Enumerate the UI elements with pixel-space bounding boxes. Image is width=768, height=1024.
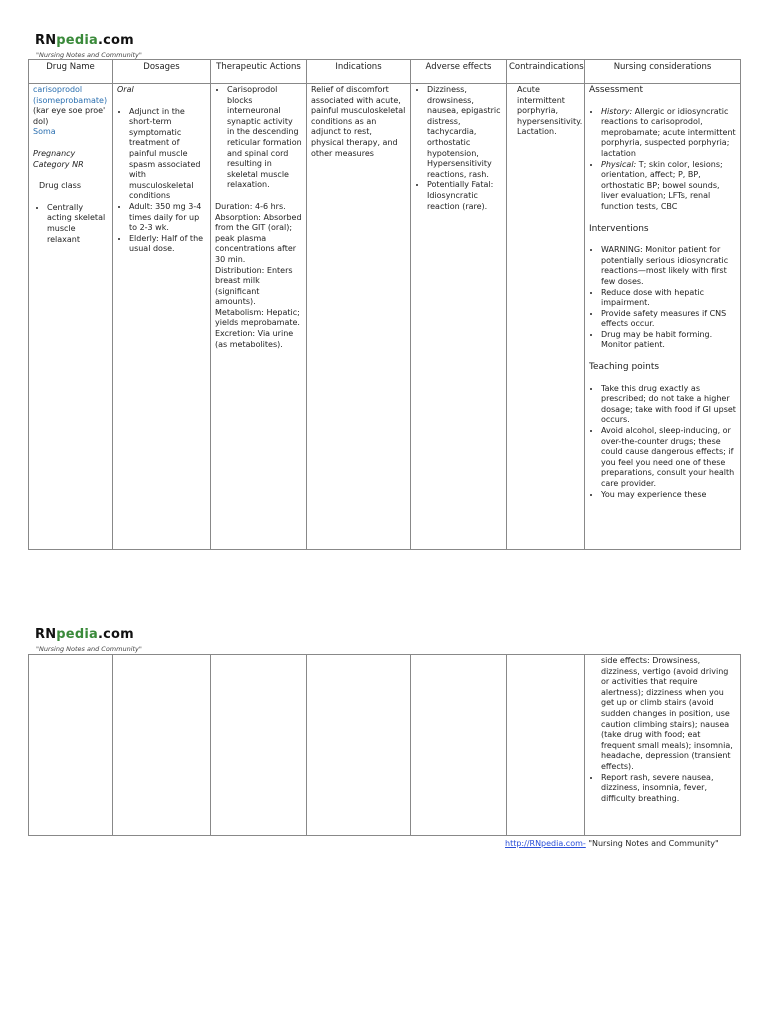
col-header-indications: Indications — [307, 60, 411, 84]
actions-duration: Duration: 4-6 hrs. — [215, 201, 286, 211]
intervention-item: • Reduce dose with hepatic impairment. — [601, 288, 736, 309]
footer-link[interactable]: http://RNpedia.com- — [505, 839, 586, 848]
col-header-dosages: Dosages — [113, 60, 211, 84]
adverse-item: • Dizziness, drowsiness, nausea, epigastric distress, tachycardia, orthostatic hypotension, Hypersensitivity reactions, rash. — [427, 85, 502, 180]
assessment-heading: Assessment — [589, 85, 643, 95]
intervention-item: • WARNING: Monitor patient for potentially serious idiosyncratic reactions—most likely with first few doses. — [601, 245, 736, 287]
contraindications-cell — [507, 84, 585, 550]
teaching-list — [589, 384, 736, 501]
nursing-continued-cell — [585, 655, 741, 836]
footer — [505, 839, 719, 848]
empty-cell — [29, 655, 113, 836]
actions-list — [215, 85, 302, 191]
drug-class-item: • Centrally acting skeletal muscle relaxant — [47, 203, 108, 245]
actions-excretion: Excretion: Via urine (as metabolites). — [215, 329, 294, 349]
col-header-drug-name: Drug Name — [29, 60, 113, 84]
dosage-item: • Elderly: Half of the usual dose. — [129, 234, 206, 255]
footer-text: "Nursing Notes and Community" — [585, 839, 719, 848]
teaching-item: • Take this drug exactly as prescribed; do not take a higher dosage; take with food if GI upset occurs. — [601, 384, 736, 426]
contraindications-text: Acute intermittent porphyria, hypersensitivity. Lactation. — [517, 85, 583, 137]
drug-table — [28, 59, 741, 550]
drug-name-cell — [29, 84, 113, 550]
teaching-item: • Avoid alcohol, sleep-inducing, or over-the-counter drugs; these could cause dangerous effects; if you feel you need one of these preparations, consult your health care provider. — [601, 426, 736, 490]
site-tagline: "Nursing Notes and Community" — [36, 645, 142, 653]
assessment-history: • History: Allergic or idiosyncratic reactions to carisoprodol, meprobamate; acute intermittent porphyria, suspected porphyria; lactation — [601, 107, 736, 160]
site-logo: RNpedia.com — [35, 627, 134, 642]
interventions-list — [589, 245, 736, 351]
teaching-continued-text: side effects: Drowsiness, dizziness, vertigo (avoid driving or activities that require alertness); dizziness when you get up or climb stairs (avoid sudden changes in position, use caution climbing stairs); nausea (take drug with food; eat frequent small meals); insomnia, headache, depression (transient effects). — [601, 656, 733, 771]
site-logo: RNpedia.com — [35, 33, 134, 48]
drug-table-continued — [28, 654, 741, 836]
dosage-item: • Adjunct in the short-term symptomatic treatment of painful muscle spasm associated with musculoskeletal conditions — [129, 107, 206, 202]
actions-distribution: Distribution: Enters breast milk (significant amounts). — [215, 265, 293, 307]
adverse-item: • Potentially Fatal: Idiosyncratic reaction (rare). — [427, 180, 502, 212]
col-header-contraindications: Contraindications — [507, 60, 585, 84]
actions-item: • Carisoprodol blocks interneuronal synaptic activity in the descending reticular formation and spinal cord resulting in skeletal muscle relaxation. — [227, 85, 302, 191]
adverse-effects-cell — [411, 84, 507, 550]
dosage-list — [117, 107, 206, 255]
indications-text: Relief of discomfort associated with acute, painful musculoskeletal conditions as an adjunct to rest, physical therapy, and other measures — [311, 85, 406, 158]
indications-cell — [307, 84, 411, 550]
drug-pronunciation: (kar eye soe proe' dol) — [33, 106, 106, 126]
dosage-route: Oral — [117, 85, 134, 94]
drug-generic-name: carisoprodol (isomeprobamate) — [33, 85, 108, 105]
teaching-item: • Report rash, severe nausea, dizziness, insomnia, fever, difficulty breathing. — [601, 773, 736, 805]
drug-class-label: Drug class — [39, 181, 81, 191]
therapeutic-actions-cell — [211, 84, 307, 550]
teaching-item: • You may experience these — [601, 490, 736, 501]
interventions-heading: Interventions — [589, 223, 649, 234]
site-tagline: "Nursing Notes and Community" — [36, 51, 142, 59]
assessment-physical: • Physical: T; skin color, lesions; orientation, affect; P, BP, orthostatic BP; bowel sounds, liver evaluation; LFTs, renal function tests, CBC — [601, 160, 736, 213]
empty-cell — [507, 655, 585, 836]
teaching-heading: Teaching points — [589, 362, 660, 373]
empty-cell — [113, 655, 211, 836]
adverse-list — [415, 85, 502, 212]
col-header-nursing-considerations: Nursing considerations — [585, 60, 741, 84]
intervention-item: • Drug may be habit forming. Monitor patient. — [601, 330, 736, 351]
dosages-cell — [113, 84, 211, 550]
teaching-continued-list — [589, 773, 736, 805]
assessment-list — [589, 107, 736, 213]
actions-absorption: Absorption: Absorbed from the GIT (oral); peak plasma concentrations after 30 min. — [215, 212, 302, 264]
dosage-item: • Adult: 350 mg 3-4 times daily for up to 2-3 wk. — [129, 202, 206, 234]
drug-brand-name: Soma — [33, 127, 56, 137]
drug-class-list — [33, 203, 108, 245]
empty-cell — [411, 655, 507, 836]
actions-metabolism: Metabolism: Hepatic; yields meprobamate. — [215, 307, 300, 328]
empty-cell — [211, 655, 307, 836]
col-header-adverse-effects: Adverse effects — [411, 60, 507, 84]
col-header-therapeutic-actions: Therapeutic Actions — [211, 60, 307, 84]
intervention-item: • Provide safety measures if CNS effects occur. — [601, 309, 736, 330]
pregnancy-category: Pregnancy Category NR — [33, 148, 84, 169]
empty-cell — [307, 655, 411, 836]
nursing-considerations-cell — [585, 84, 741, 550]
